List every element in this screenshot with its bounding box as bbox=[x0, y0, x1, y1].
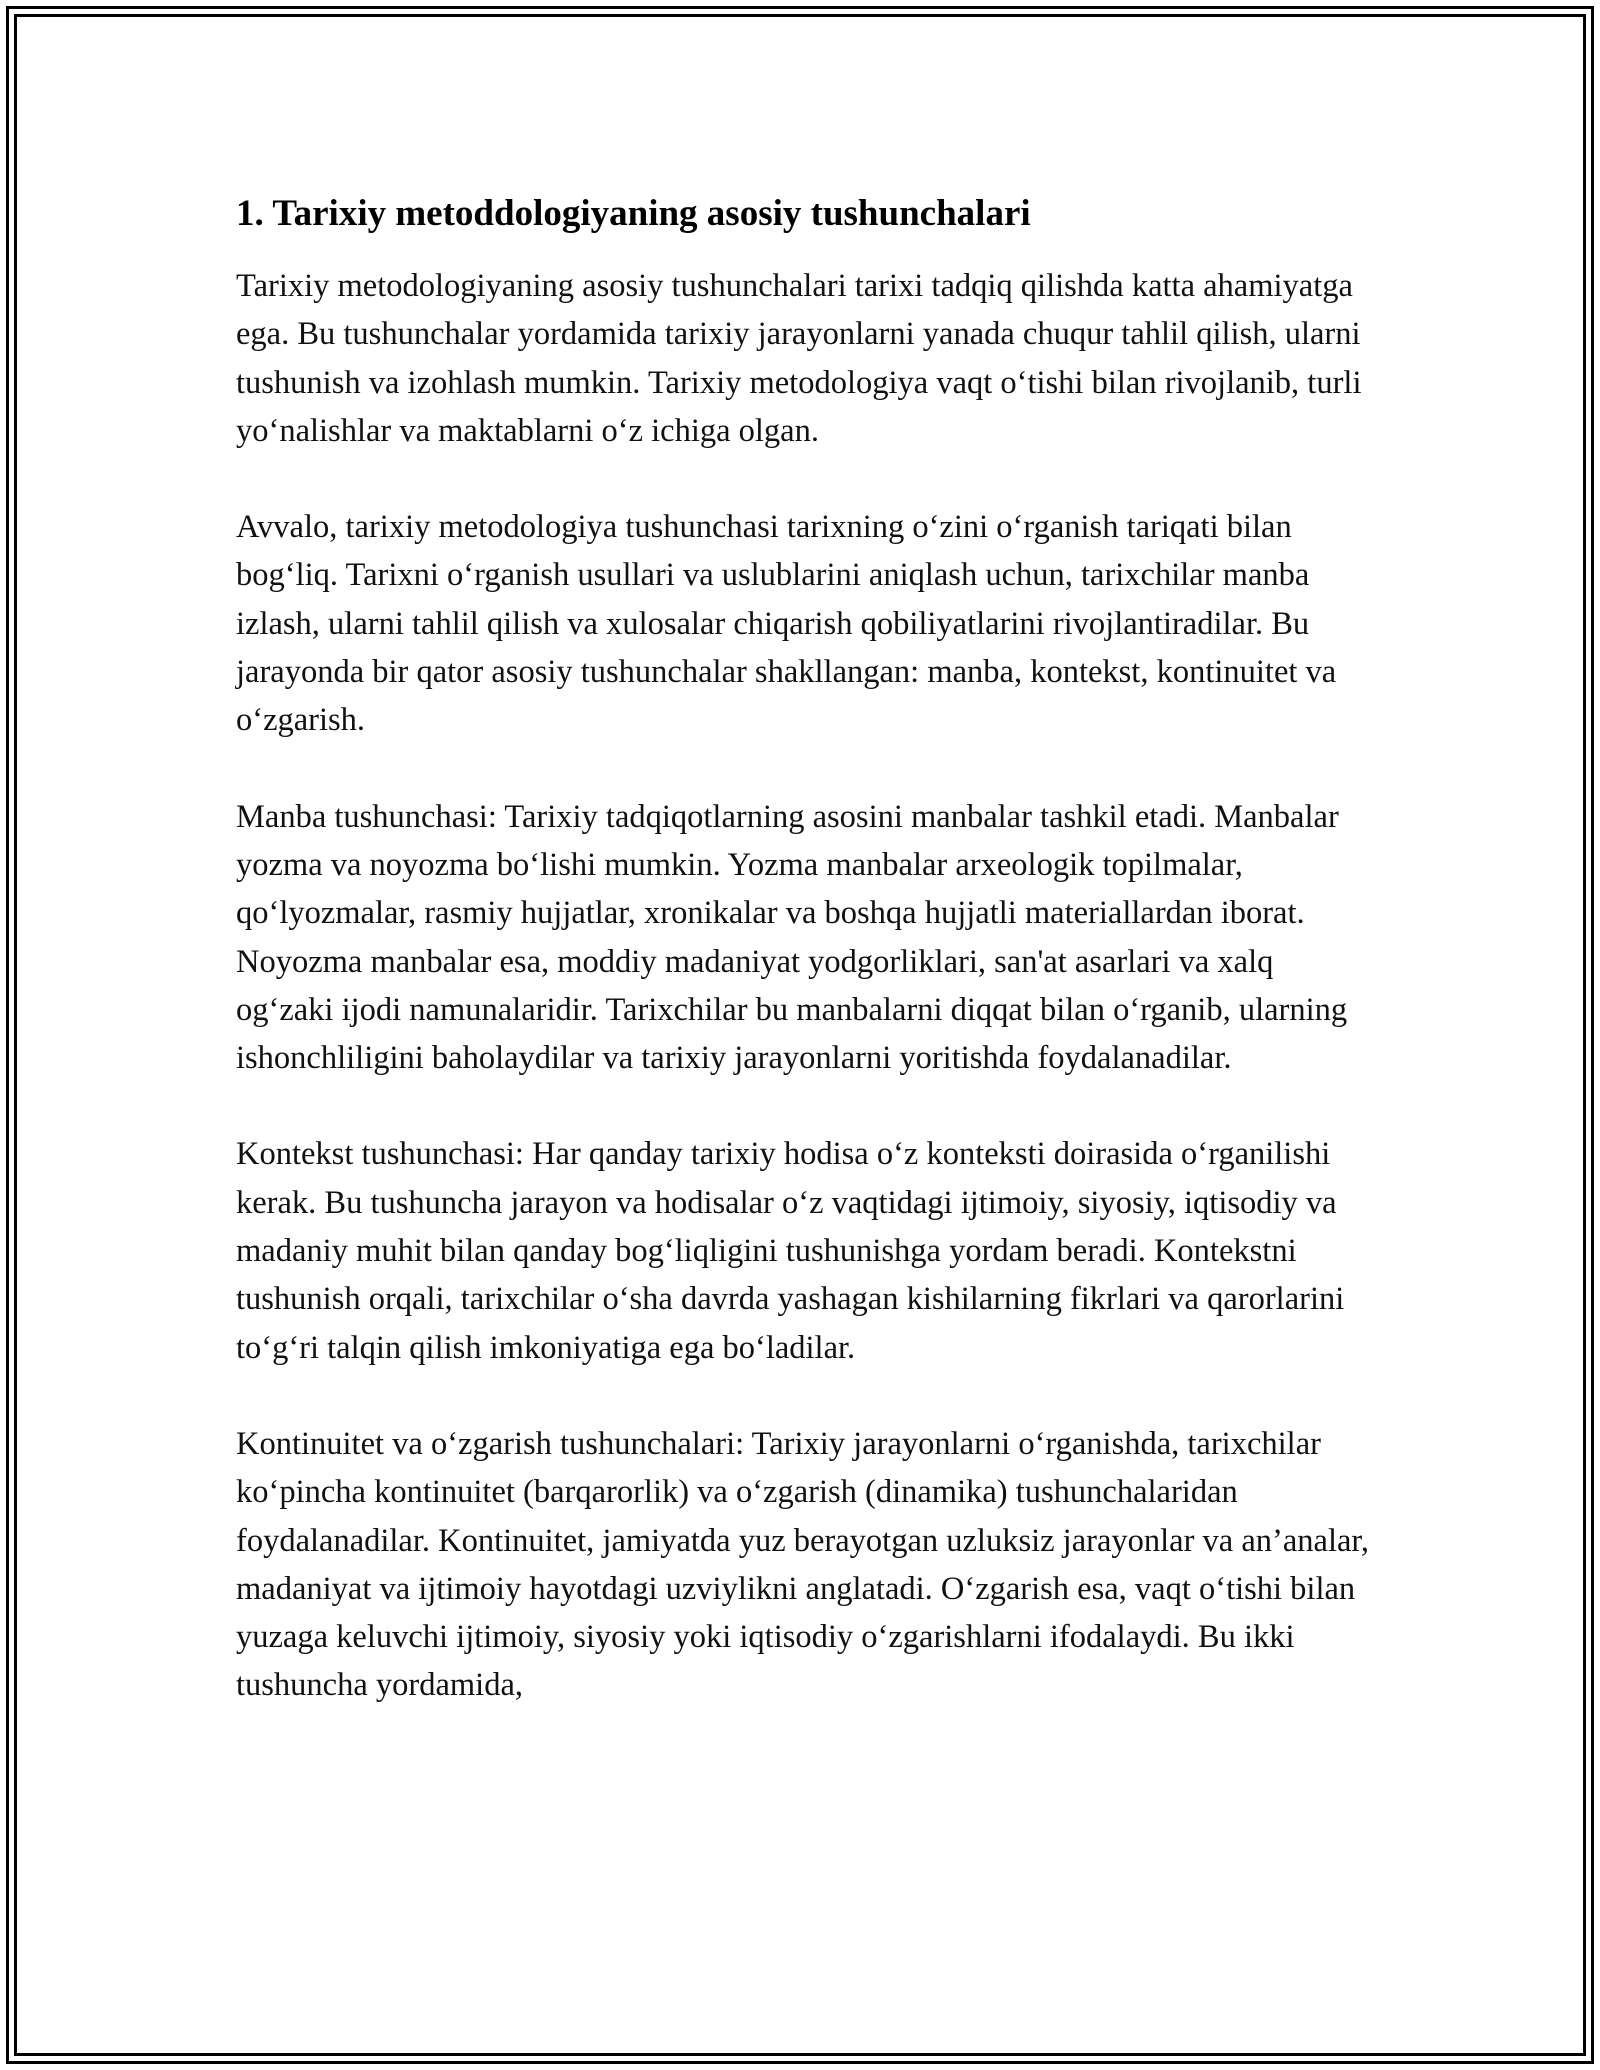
paragraph-continuity-change: Kontinuitet va o‘zgarish tushunchalari: Tarixiy jarayonlarni o‘rganishda, tarixchilar ko‘pincha kontinuitet (barqarorlik) va o‘zgarish (dinamika) tushunchalaridan foydalanadilar. Kontinuitet, jamiyatda yuz berayotgan uzluksiz jarayonlar va an’analar, madaniyat va ijtimoiy hayotdagi uzviylikni anglatadi. O‘zgarish esa, vaqt o‘tishi bilan yuzaga keluvchi ijtimoiy, siyosiy yoki iqtisodiy o‘zgarishlarni ifodalaydi. Bu ikki tushuncha yordamida, bbox=[236, 1425, 1370, 1704]
paragraph-source-concept: Manba tushunchasi: Tarixiy tadqiqotlarning asosini manbalar tashkil etadi. Manbalar yozma va noyozma bo‘lishi mumkin. Yozma manbalar arxeologik topilmalar, qo‘lyozmalar, rasmiy hujjatlar, xronikalar va boshqa hujjatli materiallardan iborat. Noyozma manbalar esa, moddiy madaniyat yodgorliklari, san'at asarlari va xalq og‘zaki ijodi namunalaridir. Tarixchilar bu manbalarni diqqat bilan o‘rganib, ularning ishonchliligini baholaydilar va tarixiy jarayonlarni yoritishda foydalanadilar. bbox=[236, 798, 1348, 1077]
section-heading: 1. Tarixiy metoddologiyaning asosiy tushunchalari bbox=[236, 193, 1031, 234]
document-body bbox=[236, 186, 1376, 1710]
paragraph-context-concept: Kontekst tushunchasi: Har qanday tarixiy hodisa o‘z konteksti doirasida o‘rganilishi kerak. Bu tushuncha jarayon va hodisalar o‘z vaqtidagi ijtimoiy, siyosiy, iqtisodiy va madaniy muhit bilan qanday bog‘liqligini tushunishga yordam beradi. Kontekstni tushunish orqali, tarixchilar o‘sha davrda yashagan kishilarning fikrlari va qarorlarini to‘g‘ri talqin qilish imkoniyatiga ega bo‘ladilar. bbox=[236, 1136, 1345, 1366]
paragraph-methodology: Avvalo, tarixiy metodologiya tushunchasi tarixning o‘zini o‘rganish tariqati bilan bog‘liq. Tarixni o‘rganish usullari va uslublarini aniqlash uchun, tarixchilar manba izlash, ularni tahlil qilish va xulosalar chiqarish qobiliyatlarini rivojlantiradilar. Bu jarayonda bir qator asosiy tushunchalar shakllangan: manba, kontekst, kontinuitet va o‘zgarish. bbox=[236, 509, 1337, 739]
paragraph-intro: Tarixiy metodologiyaning asosiy tushunchalari tarixi tadqiq qilishda katta ahamiyatga ega. Bu tushunchalar yordamida tarixiy jarayonlarni yanada chuqur tahlil qilish, ularni tushunish va izohlash mumkin. Tarixiy metodologiya vaqt o‘tishi bilan rivojlanib, turli yo‘nalishlar va maktablarni o‘z ichiga olgan. bbox=[236, 268, 1362, 449]
